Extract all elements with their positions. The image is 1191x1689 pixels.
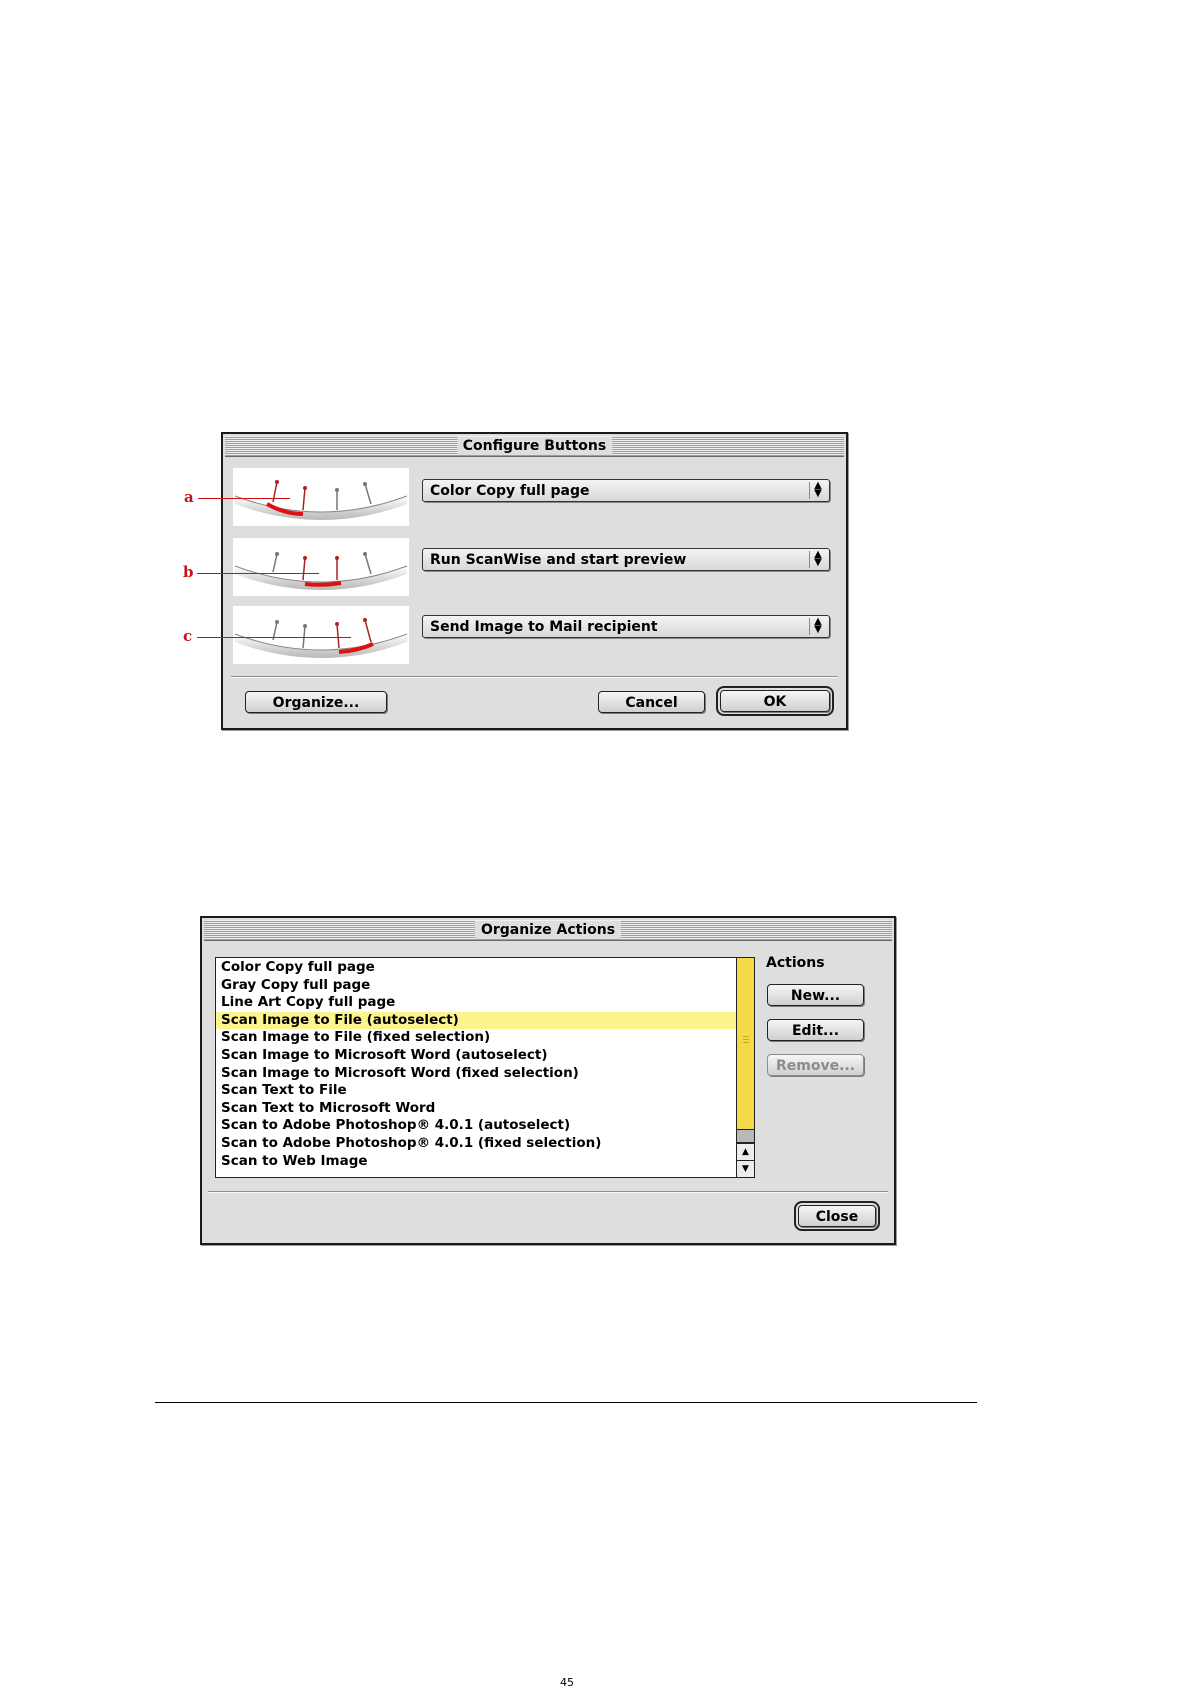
organize-actions-dialog xyxy=(200,916,896,1245)
callout-b-line xyxy=(197,573,319,574)
callout-a-line xyxy=(198,498,290,499)
actions-list[interactable] xyxy=(215,957,755,1178)
organize-button[interactable]: Organize... xyxy=(245,691,387,713)
list-item[interactable]: Scan Image to Microsoft Word (fixed selection) xyxy=(221,1064,579,1081)
list-item[interactable]: Scan to Adobe Photoshop® 4.0.1 (fixed selection) xyxy=(221,1134,602,1151)
button-a-action-value: Color Copy full page xyxy=(430,483,590,499)
callout-c-line xyxy=(197,637,351,638)
cancel-button[interactable]: Cancel xyxy=(598,691,705,713)
list-item[interactable]: Gray Copy full page xyxy=(221,976,371,993)
button-c-action-popup[interactable] xyxy=(422,615,830,638)
scrollbar-thumb[interactable] xyxy=(737,1129,754,1143)
list-item[interactable]: Line Art Copy full page xyxy=(221,994,396,1011)
close-button[interactable]: Close xyxy=(798,1205,876,1227)
actions-heading: Actions xyxy=(766,955,825,971)
callout-b-label: b xyxy=(183,563,194,581)
organize-actions-titlebar[interactable] xyxy=(204,920,892,941)
scrollbar-grip xyxy=(743,1036,749,1044)
ok-button[interactable]: OK xyxy=(720,690,830,712)
scanner-buttons-illustration-b xyxy=(233,538,409,596)
list-item[interactable]: Scan to Adobe Photoshop® 4.0.1 (autoselect) xyxy=(221,1117,571,1134)
new-action-button[interactable]: New... xyxy=(767,984,864,1006)
configure-divider xyxy=(231,676,838,678)
list-item[interactable]: Color Copy full page xyxy=(221,959,375,975)
up-down-arrows-icon: ▲ ▼ xyxy=(809,551,826,568)
button-b-action-popup[interactable] xyxy=(422,548,830,571)
button-b-action-value: Run ScanWise and start preview xyxy=(430,552,687,568)
configure-buttons-titlebar[interactable] xyxy=(225,436,844,457)
organize-actions-title: Organize Actions xyxy=(475,921,621,939)
list-item[interactable]: Scan Image to Microsoft Word (autoselect) xyxy=(221,1046,548,1063)
button-c-action-value: Send Image to Mail recipient xyxy=(430,619,658,635)
remove-action-button[interactable]: Remove... xyxy=(767,1054,864,1076)
callout-a-label: a xyxy=(184,488,194,506)
organize-divider xyxy=(208,1191,888,1193)
scroll-down-arrow-icon[interactable]: ▼ xyxy=(737,1160,754,1177)
up-down-arrows-icon: ▲ ▼ xyxy=(809,618,826,635)
actions-list-items xyxy=(216,959,736,1170)
scroll-up-arrow-icon[interactable]: ▲ xyxy=(737,1143,754,1160)
actions-list-scrollbar[interactable] xyxy=(736,958,754,1177)
list-item[interactable]: Scan Text to File xyxy=(221,1082,347,1099)
button-a-action-popup[interactable] xyxy=(422,479,830,502)
page-number: 45 xyxy=(560,1676,574,1689)
edit-action-button[interactable]: Edit... xyxy=(767,1019,864,1041)
configure-buttons-title: Configure Buttons xyxy=(457,437,612,455)
scanner-buttons-illustration-c xyxy=(233,606,409,664)
list-item[interactable]: Scan Image to File (autoselect) xyxy=(216,1012,736,1030)
up-down-arrows-icon: ▲ ▼ xyxy=(809,482,826,499)
list-item[interactable]: Scan to Web Image xyxy=(221,1152,368,1169)
footer-rule xyxy=(155,1402,977,1403)
list-item[interactable]: Scan Text to Microsoft Word xyxy=(221,1099,436,1116)
configure-buttons-dialog xyxy=(221,432,848,730)
list-item[interactable]: Scan Image to File (fixed selection) xyxy=(221,1029,491,1046)
scanner-buttons-illustration-a xyxy=(233,468,409,526)
callout-c-label: c xyxy=(183,627,193,645)
